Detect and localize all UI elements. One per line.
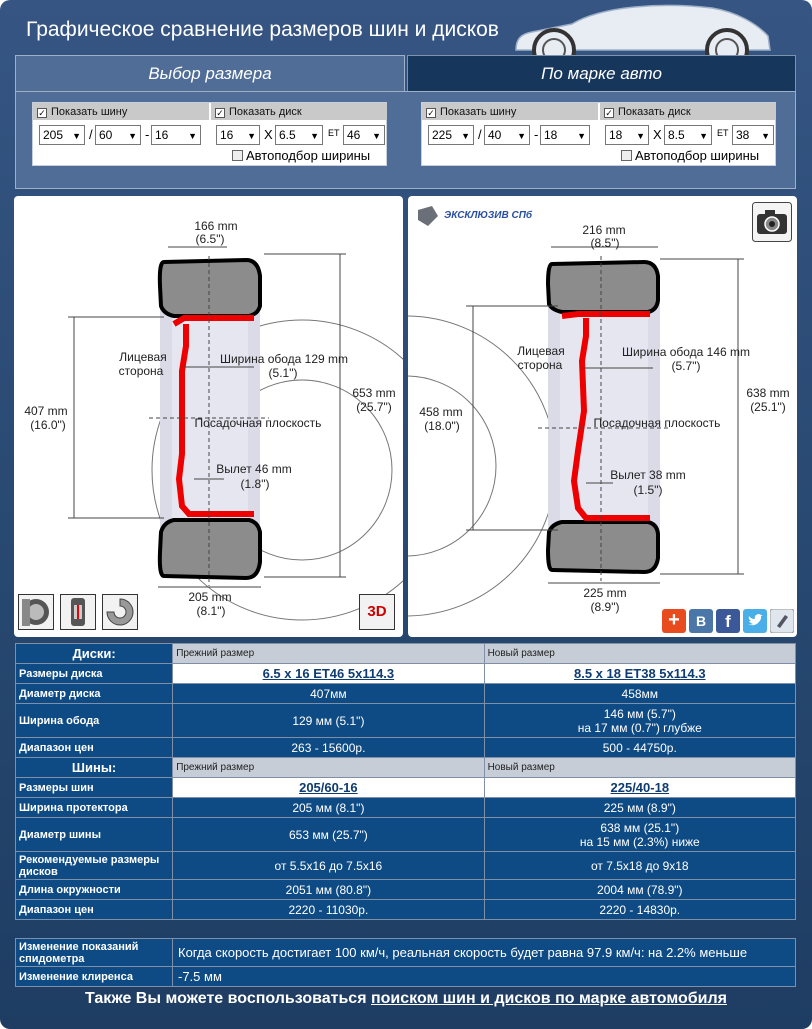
left-top-width-label: 166 mm xyxy=(194,219,238,233)
recommended-disks-new: от 7.5x18 до 9x18 xyxy=(484,852,795,880)
left-show-tire-checkbox[interactable]: ✓ xyxy=(38,108,46,118)
tire-diameter-old: 653 мм (25.7") xyxy=(173,818,484,852)
left-tire-width-select[interactable]: 205 ▼ xyxy=(39,125,85,145)
disk-size-old-link[interactable]: 6.5 x 16 ET46 5x114.3 xyxy=(173,664,484,684)
footer-text: Также Вы можете воспользоваться xyxy=(85,990,371,1007)
left-disk-diameter-select[interactable]: 16 ▼ xyxy=(216,125,260,145)
recommended-disks-old: от 5.5x16 до 7.5x16 xyxy=(173,852,484,880)
tires-section-label: Шины: xyxy=(16,758,173,778)
left-mount-plane-label: Посадочная плоскость xyxy=(194,416,322,430)
left-show-disk-checkbox[interactable]: ✓ xyxy=(216,108,224,118)
share-plus-icon[interactable]: + xyxy=(662,609,686,633)
left-show-disk-header[interactable] xyxy=(211,103,387,120)
left-tire-diam-in-label: (25.7") xyxy=(356,400,392,414)
right-mount-plane-label: Посадочная плоскость xyxy=(593,416,721,430)
tire-diameter-label: Диаметр шины xyxy=(16,818,173,852)
left-auto-width-checkbox[interactable] xyxy=(232,150,243,161)
disk-diameter-new: 458мм xyxy=(484,684,795,704)
left-size-panel xyxy=(32,102,387,166)
tire-price-old: 2220 - 11030р. xyxy=(173,900,484,920)
left-tire-diameter-select[interactable]: 16 ▼ xyxy=(151,125,201,145)
right-offset-in-label: (1.5") xyxy=(633,483,663,497)
rim-width-new-value: 146 мм (5.7") xyxy=(603,706,676,721)
camera-icon[interactable] xyxy=(752,202,792,242)
right-wheel-svg xyxy=(408,196,797,637)
right-size-panel xyxy=(421,102,776,166)
right-show-disk-checkbox[interactable]: ✓ xyxy=(605,108,613,118)
tire-diameter-new-value: 638 мм (25.1") xyxy=(600,820,680,835)
tire-diameter-new-diff: на 15 мм (2.3%) ниже xyxy=(579,834,700,849)
circumference-old: 2051 мм (80.8") xyxy=(173,880,484,900)
clearance-change-value: -7.5 мм xyxy=(173,967,796,987)
disk-size-new-link[interactable]: 8.5 x 18 ET38 5x114.3 xyxy=(484,664,795,684)
circumference-label: Длина окружности xyxy=(16,880,173,900)
clearance-change-label: Изменение клиренса xyxy=(16,967,173,987)
right-disk-width-select[interactable]: 8.5 ▼ xyxy=(664,125,712,145)
disks-table xyxy=(15,643,796,920)
right-rim-width-in-label: (5.7") xyxy=(671,359,701,373)
header xyxy=(0,0,812,60)
view-3d-button[interactable]: 3D xyxy=(359,594,395,630)
footer-search-link[interactable]: поиском шин и дисков по марке автомобиля xyxy=(370,990,727,1007)
left-wheel-diagram xyxy=(14,196,403,637)
disks-section-label: Диски: xyxy=(16,644,173,664)
right-wheel-diagram xyxy=(408,196,797,637)
right-rim-width-label: Ширина обода 146 mm xyxy=(621,345,751,359)
right-auto-width[interactable] xyxy=(621,147,759,165)
right-disk-diam-label: 458 mm xyxy=(419,405,463,419)
rim-width-new-diff: на 17 мм (0.7") глубже xyxy=(577,720,702,735)
right-disk-et-select[interactable]: 38 ▼ xyxy=(732,125,774,145)
tire-diameter-new xyxy=(484,818,795,852)
left-auto-width[interactable] xyxy=(232,147,370,165)
right-tire-diam-label: 638 mm xyxy=(746,386,790,400)
right-top-width-label: 216 mm xyxy=(582,223,626,237)
right-show-disk-header[interactable] xyxy=(600,103,776,120)
right-face-label-1: Лицевая xyxy=(517,344,565,358)
left-face-label-1: Лицевая xyxy=(119,350,167,364)
right-show-tire-checkbox[interactable]: ✓ xyxy=(427,108,435,118)
facebook-share-icon[interactable]: f xyxy=(716,609,740,633)
left-tire-diam-label: 653 mm xyxy=(352,386,396,400)
right-bottom-width-in-label: (8.9") xyxy=(590,600,620,614)
left-show-tire-header[interactable] xyxy=(33,103,209,120)
left-top-width-in-label: (6.5") xyxy=(195,232,225,246)
tires-old-header: Прежний размер xyxy=(173,758,484,778)
brand-label: ЭКСКЛЮЗИВ СПб xyxy=(444,210,533,221)
left-bottom-width-in-label: (8.1") xyxy=(196,604,226,618)
right-et-label: ET xyxy=(717,128,729,138)
right-top-width-in-label: (8.5") xyxy=(590,236,620,250)
left-show-disk-label: Показать диск xyxy=(229,106,302,118)
right-auto-width-checkbox[interactable] xyxy=(621,150,632,161)
tires-new-header: Новый размер xyxy=(484,758,795,778)
recommended-disks-label: Рекомендуемые размеры дисков xyxy=(16,852,173,880)
tire-size-new-link[interactable]: 225/40-18 xyxy=(484,778,795,798)
right-disk-diameter-select[interactable]: 18 ▼ xyxy=(605,125,649,145)
footer xyxy=(0,990,812,1008)
right-tire-bottom xyxy=(548,522,658,572)
left-tire-top xyxy=(160,260,260,316)
disk-size-label: Размеры диска xyxy=(16,664,173,684)
rim-width-label: Ширина обода xyxy=(16,704,173,738)
right-show-tire-label: Показать шину xyxy=(440,106,517,118)
speedometer-change-label: Изменение показаний спидометра xyxy=(16,939,173,967)
right-tire-top xyxy=(548,262,658,312)
bookmark-share-icon[interactable] xyxy=(770,609,794,633)
disk-price-old: 263 - 15600р. xyxy=(173,738,484,758)
left-sep-x: X xyxy=(264,127,273,142)
circumference-new: 2004 мм (78.9") xyxy=(484,880,795,900)
twitter-share-icon[interactable] xyxy=(743,609,767,633)
right-tire-width-select[interactable]: 225 ▼ xyxy=(428,125,474,145)
right-show-tire-header[interactable] xyxy=(422,103,598,120)
disks-old-header: Прежний размер xyxy=(173,644,484,664)
tab-size-select[interactable]: Выбор размера xyxy=(15,55,405,91)
left-et-label: ET xyxy=(328,128,340,138)
left-tire-profile-select[interactable]: 60 ▼ xyxy=(95,125,141,145)
left-sep-slash: / xyxy=(89,127,93,142)
size-form xyxy=(15,91,796,189)
summary-table xyxy=(15,938,796,987)
right-offset-label: Вылет 38 mm xyxy=(610,468,686,482)
left-show-tire-label: Показать шину xyxy=(51,106,128,118)
tire-size-label: Размеры шин xyxy=(16,778,173,798)
disk-diameter-old: 407мм xyxy=(173,684,484,704)
tab-bar xyxy=(15,55,796,91)
rim-width-old: 129 мм (5.1") xyxy=(173,704,484,738)
tire-price-label: Диапазон цен xyxy=(16,900,173,920)
right-disk-diam-in-label: (18.0") xyxy=(424,419,460,433)
tab-by-car[interactable]: По марке авто xyxy=(407,55,796,91)
speedometer-change-value: Когда скорость достигает 100 км/ч, реальная скорость будет равна 97.9 км/ч: на 2.2% меньше xyxy=(173,939,796,967)
tread-width-new: 225 мм (8.9") xyxy=(484,798,795,818)
vk-share-icon[interactable]: В xyxy=(689,609,713,633)
right-inner-circle xyxy=(408,376,496,556)
left-bottom-width-label: 205 mm xyxy=(188,590,232,604)
tire-price-new: 2220 - 14830р. xyxy=(484,900,795,920)
page-title: Графическое сравнение размеров шин и дисков xyxy=(26,18,499,41)
disk-price-label: Диапазон цен xyxy=(16,738,173,758)
right-face-label-2: сторона xyxy=(517,358,563,372)
car-icon xyxy=(512,2,774,58)
right-auto-width-label: Автоподбор ширины xyxy=(635,148,760,163)
left-disk-width-select[interactable]: 6.5 ▼ xyxy=(275,125,323,145)
left-offset-in-label: (1.8") xyxy=(240,477,270,491)
left-disk-diam-label: 407 mm xyxy=(24,404,68,418)
tread-width-old: 205 мм (8.1") xyxy=(173,798,484,818)
disks-new-header: Новый размер xyxy=(484,644,795,664)
brand-logo-icon xyxy=(418,206,438,226)
right-bottom-width-label: 225 mm xyxy=(583,586,627,600)
tire-front-view-icon[interactable] xyxy=(60,594,96,630)
right-sep-x: X xyxy=(653,127,662,142)
right-sep-dash: - xyxy=(534,127,539,142)
left-auto-width-label: Автоподбор ширины xyxy=(246,148,371,163)
left-rim-width-label: Ширина обода 129 mm xyxy=(219,352,349,366)
left-tire-bottom xyxy=(160,520,260,578)
tire-size-old-link[interactable]: 205/60-16 xyxy=(173,778,484,798)
right-sep-slash: / xyxy=(478,127,482,142)
left-rim-width-in-label: (5.1") xyxy=(268,366,298,380)
right-tire-diam-in-label: (25.1") xyxy=(750,400,786,414)
left-offset-label: Вылет 46 mm xyxy=(216,462,292,476)
left-face-label-2: сторона xyxy=(118,364,164,378)
right-tire-diameter-select[interactable]: 18 ▼ xyxy=(540,125,590,145)
disk-view-icon[interactable] xyxy=(102,594,138,630)
right-show-disk-label: Показать диск xyxy=(618,106,691,118)
tire-side-view-icon[interactable] xyxy=(18,594,54,630)
disk-price-new: 500 - 44750р. xyxy=(484,738,795,758)
left-disk-et-select[interactable]: 46 ▼ xyxy=(343,125,385,145)
right-tire-profile-select[interactable]: 40 ▼ xyxy=(484,125,530,145)
rim-width-new xyxy=(484,704,795,738)
left-disk-diam-in-label: (16.0") xyxy=(30,418,66,432)
tread-width-label: Ширина протектора xyxy=(16,798,173,818)
left-wheel-svg xyxy=(14,196,403,637)
left-sep-dash: - xyxy=(145,127,150,142)
disk-diameter-label: Диаметр диска xyxy=(16,684,173,704)
